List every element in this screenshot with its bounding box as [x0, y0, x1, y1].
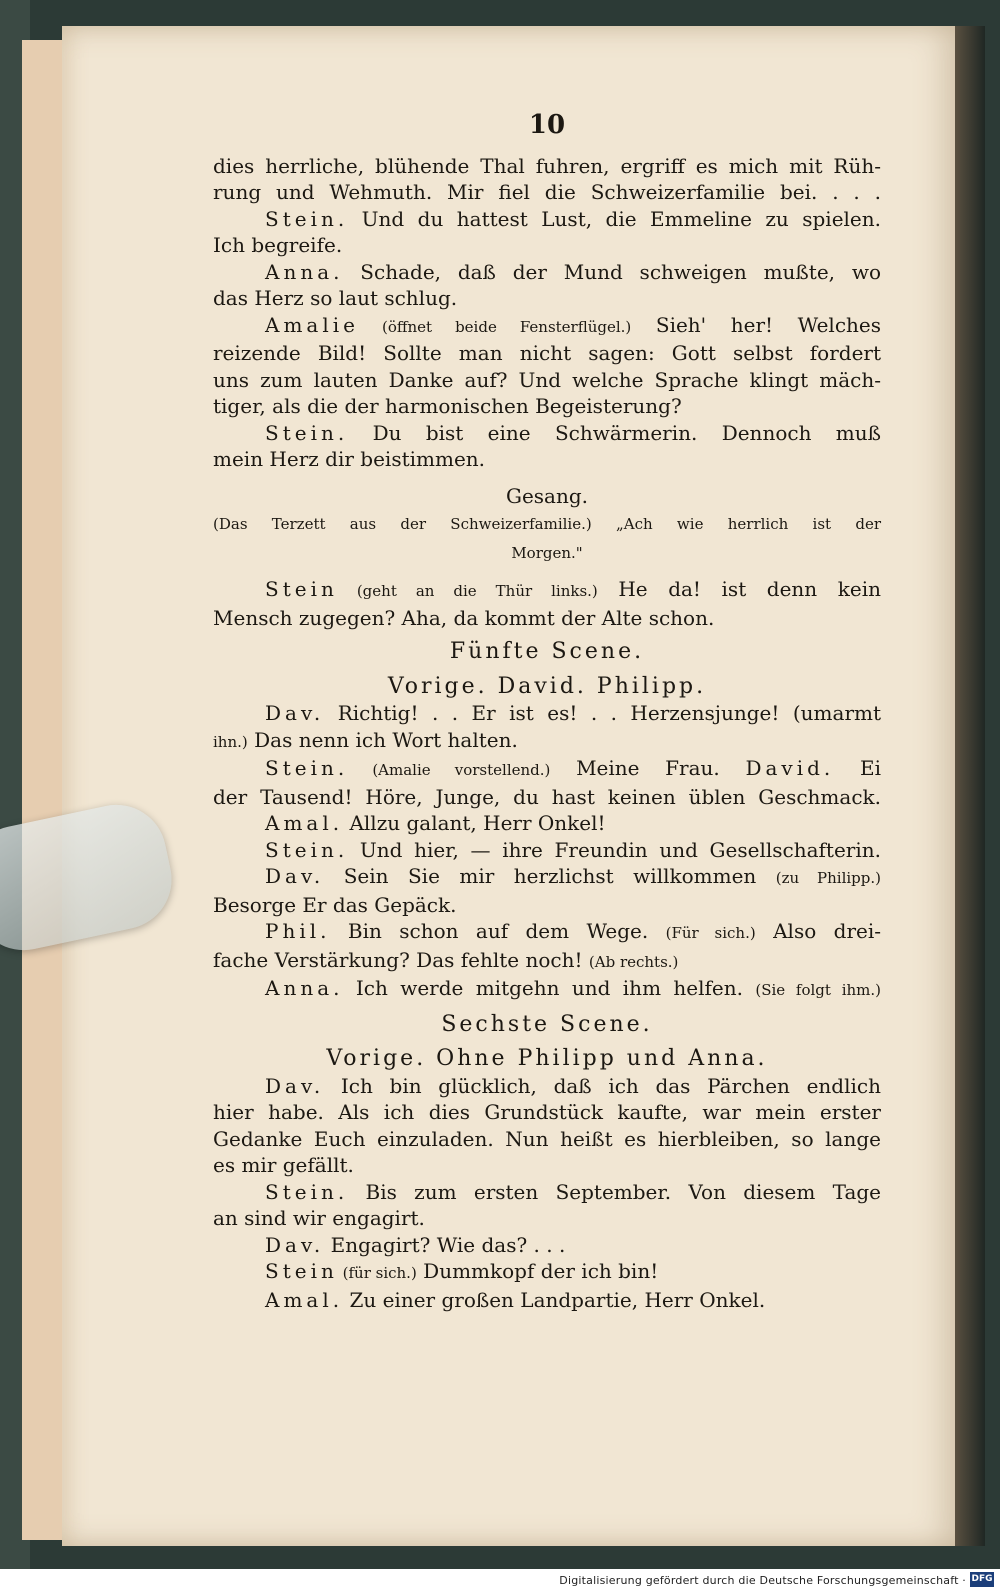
text-line — [213, 538, 881, 567]
text-line — [213, 1287, 881, 1314]
line-text: Dummkopf der ich bin! — [416, 1259, 659, 1283]
line-text: Sein Sie mir herzlichst willkommen — [324, 864, 776, 888]
speaker-name: Phil. — [265, 919, 331, 943]
speaker-name: Stein — [265, 577, 338, 601]
text-line — [213, 755, 881, 784]
speaker-name: Dav. — [265, 1232, 325, 1257]
text-line — [213, 1152, 881, 1179]
line-text: uns zum lauten Danke auf? Und welche Sprache klingt mäch- — [213, 367, 881, 392]
line-text: Ich werde mitgehn und ihm helfen. — [343, 976, 756, 1000]
scene-heading — [213, 1046, 881, 1073]
line-text: Das nenn ich Wort halten. — [247, 727, 518, 752]
text-line — [213, 446, 881, 473]
line-text: der Tausend! Höre, Junge, du hast keinen üblen Geschmack. — [213, 784, 881, 809]
speaker-name: Stein. — [265, 1179, 349, 1204]
line-text: mein Herz dir beistimmen. — [213, 447, 486, 471]
stage-direction: (öffnet beide Fensterflügel.) — [358, 317, 632, 336]
line-text: es mir gefällt. — [213, 1153, 354, 1177]
line-text: das Herz so laut schlug. — [213, 286, 458, 310]
line-text: Ich begreife. — [213, 233, 343, 257]
text-line — [213, 1205, 881, 1232]
line-text: hier habe. Als ich dies Grundstück kaufte, war mein erster — [213, 1100, 881, 1124]
text-line — [213, 784, 881, 811]
stage-direction: ihn.) — [213, 732, 248, 751]
scene-heading — [213, 639, 881, 666]
text-line — [213, 483, 881, 510]
line-text: Meine Frau. — [550, 756, 746, 780]
line-text: Vorige. David. Philipp. — [387, 673, 707, 699]
line-text: Sechste Scene. — [441, 1011, 653, 1037]
line-gap — [213, 566, 881, 576]
line-text: Engagirt? Wie das? . . . — [324, 1232, 566, 1257]
line-text: Fünfte Scene. — [449, 639, 645, 664]
line-text: Sieh' her! Welches — [631, 312, 881, 337]
line-text: Gesang. — [505, 483, 589, 508]
line-text: Vorige. Ohne Philipp und Anna. — [326, 1046, 768, 1071]
text-line — [213, 918, 881, 947]
text-line — [213, 232, 881, 259]
speaker-name: Amal. — [265, 1287, 344, 1312]
page-gutter-shadow — [955, 26, 985, 1546]
speaker-name: Stein — [265, 1259, 338, 1283]
text-line — [213, 312, 881, 341]
stage-direction: (Für sich.) — [665, 924, 756, 942]
line-text: Zu einer großen Landpartie, Herr Onkel. — [343, 1287, 766, 1312]
text-line — [213, 259, 881, 286]
text-line — [213, 285, 881, 312]
text-line — [213, 576, 881, 605]
page-text — [213, 112, 881, 1313]
text-line — [213, 206, 881, 233]
speaker-name: Stein. — [265, 206, 349, 231]
text-line — [213, 420, 881, 447]
line-text: Richtig! . . Er ist es! . . Herzensjunge! (umarmt — [324, 701, 881, 725]
text-line — [213, 700, 881, 727]
speaker-name: Anna. — [265, 976, 344, 1000]
stage-direction: (Ab rechts.) — [588, 952, 679, 971]
stage-direction: (Amalie vorstellend.) — [348, 761, 551, 779]
line-text: Mensch zugegen? Aha, da kommt der Alte schon. — [213, 605, 715, 630]
page-number: 10 — [528, 110, 566, 140]
text-line — [213, 509, 881, 538]
digitization-credit: Digitalisierung gefördert durch die Deutsche Forschungsgemeinschaft · — [559, 1574, 966, 1587]
text-line — [213, 393, 881, 420]
line-text: Allzu galant, Herr Onkel! — [343, 811, 606, 835]
line-text: an sind wir engagirt. — [213, 1206, 425, 1230]
line-gap — [213, 473, 881, 483]
text-line — [213, 153, 881, 180]
text-line — [213, 179, 881, 206]
line-text: tiger, als die der harmonischen Begeisterung? — [213, 394, 682, 418]
stage-direction: (für sich.) — [337, 1264, 417, 1282]
line-text: Du bist eine Schwärmerin. Dennoch muß — [348, 420, 881, 445]
text-line — [213, 947, 881, 976]
scene-heading — [213, 674, 881, 701]
dfg-logo: DFG — [970, 1572, 994, 1587]
text-lines — [213, 153, 881, 1314]
text-line — [213, 975, 881, 1004]
stage-direction: (zu Philipp.) — [775, 869, 881, 887]
line-text: Ich bin glücklich, daß ich das Pärchen endlich — [324, 1073, 881, 1098]
text-line — [213, 863, 881, 892]
line-text: Also drei- — [755, 919, 881, 943]
line-text: Bin schon auf dem Wege. — [330, 919, 666, 943]
text-line — [213, 837, 881, 864]
text-line — [213, 1179, 881, 1206]
speaker-name: Anna. — [265, 259, 344, 284]
speaker-name: David. — [745, 756, 835, 780]
speaker-name: Stein. — [265, 756, 349, 780]
line-text: Ei — [834, 756, 881, 780]
scene-heading — [213, 1012, 881, 1039]
speaker-name: Stein. — [265, 837, 349, 862]
line-text: Besorge Er das Gepäck. — [213, 892, 457, 917]
text-line — [213, 1099, 881, 1126]
text-line — [213, 1073, 881, 1100]
speaker-name: Amal. — [265, 811, 344, 835]
text-line — [213, 605, 881, 632]
line-text: fache Verstärkung? Das fehlte noch! — [213, 947, 589, 972]
line-text: Schade, daß der Mund schweigen mußte, wo — [343, 259, 881, 284]
line-text: reizende Bild! Sollte man nicht sagen: Gott selbst fordert — [213, 341, 881, 365]
text-line — [213, 1232, 881, 1259]
line-text: Und hier, — ihre Freundin und Gesellschafterin. — [348, 837, 881, 862]
text-line — [213, 340, 881, 367]
speaker-name: Dav. — [265, 864, 325, 888]
stage-direction: (geht an die Thür links.) — [337, 582, 598, 600]
text-line — [213, 367, 881, 394]
stage-direction: Morgen." — [511, 543, 583, 562]
text-line — [213, 892, 881, 919]
speaker-name: Dav. — [265, 1073, 325, 1098]
stage-direction: (Das Terzett aus der Schweizerfamilie.) „Ach wie herrlich ist der — [213, 515, 881, 533]
speaker-name: Dav. — [265, 701, 325, 725]
line-text: dies herrliche, blühende Thal fuhren, ergriff es mich mit Rüh- — [213, 153, 881, 178]
text-line — [213, 1126, 881, 1153]
line-text: Und du hattest Lust, die Emmeline zu spielen. — [348, 206, 881, 231]
line-text: rung und Wehmuth. Mir fiel die Schweizerfamilie bei. . . . — [213, 180, 881, 204]
speaker-name: Amalie — [265, 312, 359, 337]
text-line — [213, 810, 881, 837]
line-text: He da! ist denn kein — [597, 577, 881, 601]
line-text: Gedanke Euch einzuladen. Nun heißt es hierbleiben, so lange — [213, 1126, 881, 1151]
speaker-name: Stein. — [265, 420, 349, 445]
stage-direction: (Sie folgt ihm.) — [755, 981, 881, 999]
text-line — [213, 727, 881, 756]
text-line — [213, 1258, 881, 1287]
line-text: Bis zum ersten September. Von diesem Tage — [348, 1179, 881, 1204]
